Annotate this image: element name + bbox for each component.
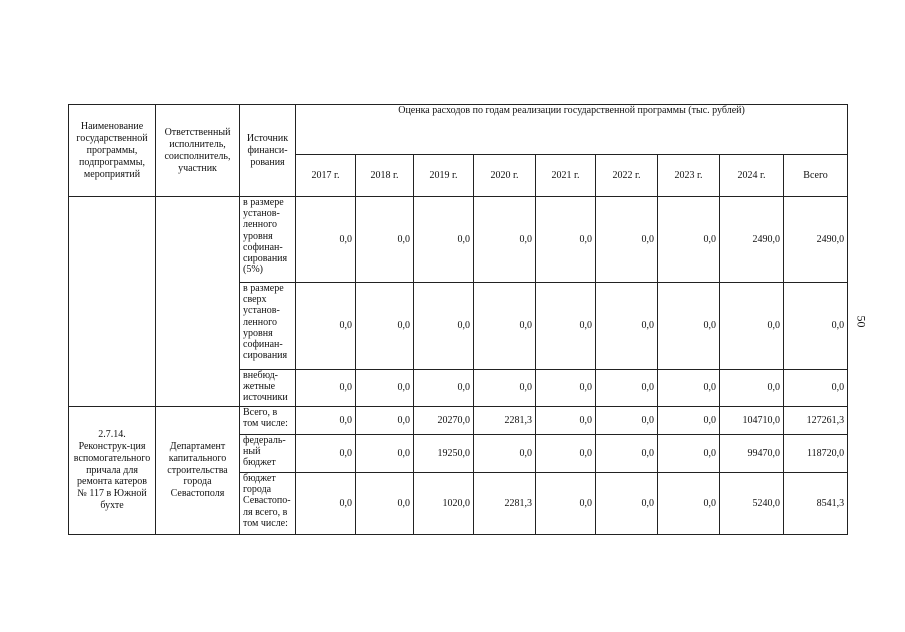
value-cell: 0,0: [296, 197, 356, 283]
value-cell: 0,0: [414, 197, 474, 283]
header-year: 2021 г.: [536, 155, 596, 197]
value-cell: 2490,0: [784, 197, 848, 283]
value-cell: 0,0: [720, 370, 784, 407]
value-cell: 0,0: [536, 283, 596, 370]
value-cell: 0,0: [596, 283, 658, 370]
header-expense-estimate: Оценка расходов по годам реализации государственной программы (тыс. рублей): [296, 105, 848, 155]
value-cell: 1020,0: [414, 473, 474, 535]
value-cell: 0,0: [536, 370, 596, 407]
value-cell: 0,0: [356, 370, 414, 407]
value-cell: 2281,3: [474, 407, 536, 435]
value-cell: 0,0: [596, 435, 658, 473]
value-cell: 0,0: [296, 435, 356, 473]
empty-executor-cell: [156, 197, 240, 407]
budget-table: [68, 104, 848, 535]
header-year: 2022 г.: [596, 155, 658, 197]
table-row: [69, 407, 848, 435]
value-cell: 0,0: [356, 283, 414, 370]
value-cell: 99470,0: [720, 435, 784, 473]
value-cell: 19250,0: [414, 435, 474, 473]
value-cell: 104710,0: [720, 407, 784, 435]
header-executor: Ответственный исполнитель, соисполнитель, участник: [156, 105, 240, 197]
value-cell: 0,0: [296, 370, 356, 407]
value-cell: 0,0: [658, 435, 720, 473]
value-cell: 118720,0: [784, 435, 848, 473]
header-funding-source: Источник финанси-рования: [240, 105, 296, 197]
funding-source-cell: в размере установ-ленного уровня софинан-сирования (5%): [240, 197, 296, 283]
value-cell: 0,0: [296, 283, 356, 370]
table-row: [69, 197, 848, 283]
value-cell: 0,0: [414, 283, 474, 370]
value-cell: 0,0: [596, 473, 658, 535]
value-cell: 0,0: [356, 435, 414, 473]
value-cell: 0,0: [596, 407, 658, 435]
value-cell: 8541,3: [784, 473, 848, 535]
header-year: 2023 г.: [658, 155, 720, 197]
activity-name-cell: 2.7.14. Реконструк-ция вспомогательного причала для ремонта катеров № 117 в Южной бухте: [69, 407, 156, 535]
header-year: 2024 г.: [720, 155, 784, 197]
value-cell: 2281,3: [474, 473, 536, 535]
value-cell: 0,0: [658, 370, 720, 407]
header-row-1: [69, 105, 848, 155]
value-cell: 0,0: [474, 283, 536, 370]
value-cell: 0,0: [296, 407, 356, 435]
value-cell: 0,0: [296, 473, 356, 535]
activity-executor-cell: Департамент капитального строительства города Севастополя: [156, 407, 240, 535]
funding-source-cell: в размере сверх установ-ленного уровня софинан-сирования: [240, 283, 296, 370]
value-cell: 0,0: [658, 407, 720, 435]
value-cell: 0,0: [414, 370, 474, 407]
value-cell: 0,0: [784, 283, 848, 370]
value-cell: 0,0: [596, 370, 658, 407]
funding-source-cell: внебюд-жетные источники: [240, 370, 296, 407]
value-cell: 0,0: [536, 473, 596, 535]
value-cell: 5240,0: [720, 473, 784, 535]
value-cell: 0,0: [720, 283, 784, 370]
value-cell: 0,0: [356, 473, 414, 535]
value-cell: 0,0: [784, 370, 848, 407]
value-cell: 0,0: [658, 473, 720, 535]
empty-name-cell: [69, 197, 156, 407]
header-program-name: Наименование государственной программы, подпрограммы, мероприятий: [69, 105, 156, 197]
value-cell: 0,0: [536, 435, 596, 473]
funding-source-cell: федераль-ный бюджет: [240, 435, 296, 473]
funding-source-cell: Всего, в том числе:: [240, 407, 296, 435]
funding-source-cell: бюджет города Севастопо-ля всего, в том числе:: [240, 473, 296, 535]
value-cell: 0,0: [474, 197, 536, 283]
header-year: 2019 г.: [414, 155, 474, 197]
value-cell: 0,0: [536, 197, 596, 283]
header-total: Всего: [784, 155, 848, 197]
value-cell: 0,0: [536, 407, 596, 435]
value-cell: 127261,3: [784, 407, 848, 435]
value-cell: 0,0: [658, 197, 720, 283]
header-year: 2018 г.: [356, 155, 414, 197]
value-cell: 2490,0: [720, 197, 784, 283]
value-cell: 20270,0: [414, 407, 474, 435]
value-cell: 0,0: [474, 435, 536, 473]
value-cell: 0,0: [356, 407, 414, 435]
page-number: 50: [854, 315, 869, 328]
value-cell: 0,0: [596, 197, 658, 283]
value-cell: 0,0: [356, 197, 414, 283]
header-year: 2020 г.: [474, 155, 536, 197]
header-year: 2017 г.: [296, 155, 356, 197]
value-cell: 0,0: [474, 370, 536, 407]
value-cell: 0,0: [658, 283, 720, 370]
